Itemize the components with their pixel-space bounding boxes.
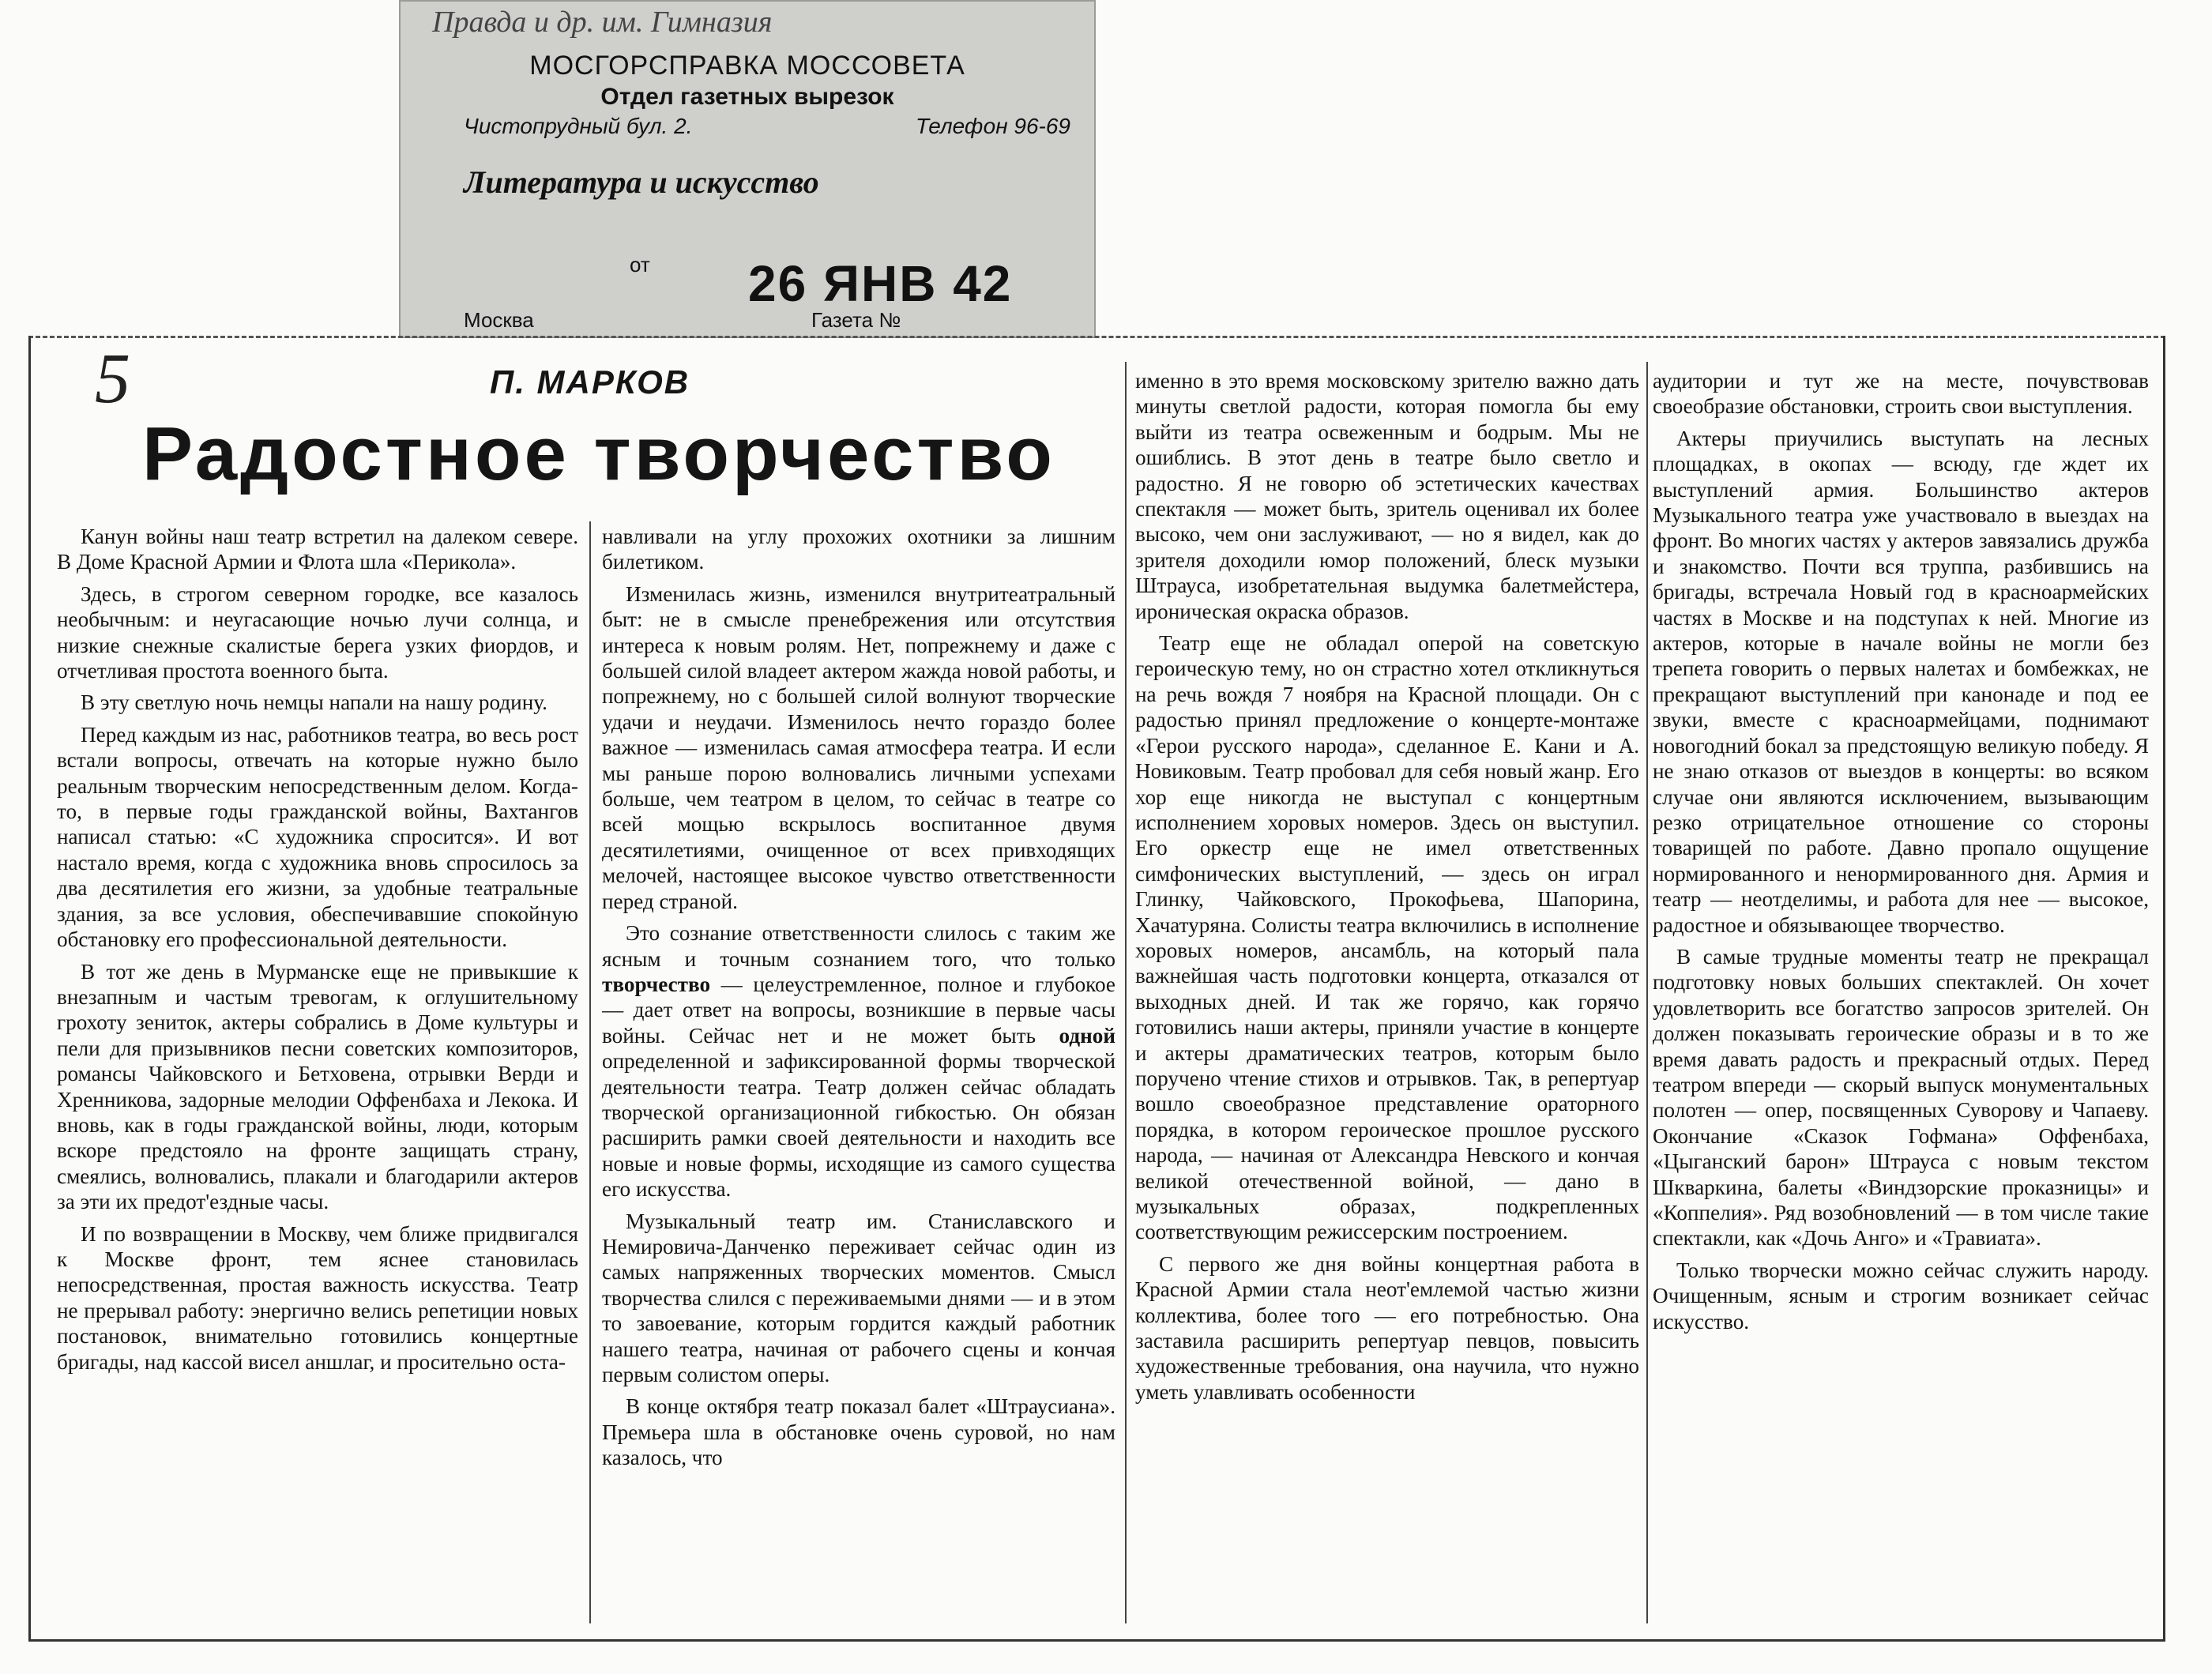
bureau-name: МОСГОРСПРАВКА МОССОВЕТА bbox=[529, 51, 965, 81]
paragraph: В конце октября театр показал балет «Штраусиана». Премьера шла в обстановке очень суровой, но нам казалось, что bbox=[602, 1394, 1115, 1470]
paragraph: Здесь, в строгом северном городке, все казалось необычным: и неугасающие ночью лучи солнца, и низкие снежные скалистые берега узких фиордов, и отчетливая простота военного быта. bbox=[57, 581, 578, 683]
stamp-newspaper-number-label: Газета № bbox=[811, 308, 901, 332]
bold-text-run: творчество bbox=[602, 972, 711, 996]
bureau-address: Чистопрудный бул. 2. bbox=[464, 114, 693, 138]
paragraph bbox=[602, 920, 1115, 1202]
article-column-1 bbox=[57, 524, 578, 1616]
paragraph: И по возвращении в Москву, чем ближе придвигался к Москве фронт, тем яснее становилась непосредственная, простая важность искусства. Театр не прерывал работу: энергично велись репетиции новых постановок, внимательно готовились концертные бригады, над кассой висел аншлаг, и просительно оста- bbox=[57, 1221, 578, 1374]
paragraph: Актеры приучились выступать на лесных площадках, в окопах — всюду, где ждет их выступлений армия. Большинство актеров Музыкального театра уже участвовало в выездах на фронт. Во многих частях у актеров завязались дружба и знакомство. Почти вся труппа, разбившись на бригады, встречала Новый год в красноармейских частях в Москве и на подступах к ней. Многие из актеров, которые в начале войны не могли без трепета говорить о первых налетах и бомбежках, не прекращают выступлений при канонаде и под ее звуки, вместе с красноармейцами, поднимают новогодний бокал за предстоящую великую победу. Я не знаю отказов от выездов в концерты: во всяком случае они являются исключением, вызывающим резко отрицательное отношение со стороны товарищей по работе. Давно пропало ощущение нормированного и ненормированного дня. Армия и театр — неотделимы, и работа для нее — высокое, радостное и обязывающее творчество. bbox=[1653, 426, 2149, 937]
text-run: определенной и зафиксированной формы творческой деятельности театра. Театр должен сейчас обладать творческой организационной гибкостью. Он обязан расширить рамки своей деятельности и находить все новые и новые формы, исходящие из самого существа его искусства. bbox=[602, 1049, 1115, 1202]
paragraph: Изменилась жизнь, изменился внутритеатральный быт: не в смысле пренебрежения или отсутствия интереса к новым ролям. Нет, попрежнему и даже с большей силой владеет актером жажда новой работы, и попрежнему, но с большей силой волнуют творческие удачи и неудачи. Изменилось нечто гораздо более важное — изменилась самая атмосфера театра. И если мы раньше порою волновались личными успехами больше, чем театром в целом, то сейчас в театре со всей мощью вскрылось воспитанное двумя десятилетиями, очищенное от всех привходящих мелочей, настоящее высокое чувство ответственности перед страной. bbox=[602, 581, 1115, 913]
paragraph: В тот же день в Мурманске еще не привыкшие к внезапным и частым тревогам, к оглушительному грохоту зениток, актеры собрались в Доме культуры и пели для призывников песни советских композиторов, романсы Чайковского и Бетховена, отрывки Верди и Хренникова, задорные мелодии Оффенбаха и Лекока. И вновь, как в годы гражданской войны, люди, которым вскоре предстояло на фронте защищать страну, смеялись, волновались, плакали и благодарили актеров за эти их предот'ездные часы. bbox=[57, 959, 578, 1214]
paragraph: Театр еще не обладал оперой на советскую героическую тему, но он страстно хотел откликнуться на речь вождя 7 ноября на Красной площади. Он с радостью принял предложение о концерте-монтаже «Герои русского народа», сделанное Е. Кани и А. Новиковым. Театр пробовал для себя новый жанр. Его хор еще никогда не выступал с концертным исполнением хоровых номеров. Здесь он выступил. Его оркестр еще не имел ответственных симфонических выступлений, — здесь он играл Глинку, Чайковского, Прокофьева, Шапорина, Хачатуряна. Солисты театра включились в исполнение хоровых номеров, ансамбль, на который пала важнейшая часть подготовки концерта, отказался от выходных дней. И так же горячо, как горячо готовились наши актеры, приняли участие в концерте и актеры драматических театров, которым было поручено чтение стихов и отрывков. Так, в репертуар вошло своеобразное представление ораторного порядка, в котором героическое прошлое русского народа, — начиная от Александра Невского и кончая великой отечественной войной, — дано в музыкальных образах, подкрепленных соответствующим режиссерским построением. bbox=[1135, 631, 1639, 1244]
bureau-phone: Телефон 96-69 bbox=[916, 114, 1070, 138]
clipping-bottom-edge bbox=[28, 1639, 2165, 1642]
clipping-right-edge bbox=[2163, 336, 2165, 1639]
column-rule bbox=[589, 521, 591, 1623]
paragraph: Перед каждым из нас, работников театра, во весь рост встали вопросы, отвечать на которые нужно было реальным творческим непосредственным делом. Когда-то, в первые годы гражданской войны, Вахтангов написал статью: «С художника спросится». И вот настало время, когда с художника вновь спросилось за два десятилетия его жизни, за удобные театральные здания, за все условия, обеспечивавшие спокойную обстановку его профессиональной деятельности. bbox=[57, 722, 578, 952]
clipping-left-edge bbox=[28, 336, 31, 1639]
stamp-date: 26 ЯНВ 42 bbox=[748, 255, 1013, 312]
paragraph: аудитории и тут же на месте, почувствовав своеобразие обстановки, строить свои выступления. bbox=[1653, 369, 2149, 419]
paragraph: Музыкальный театр им. Станиславского и Немировича-Данченко переживает сейчас один из самых напряженных творческих моментов. Смысл творчества слился с переживаемыми днями — и в этом то завоевание, которым гордится каждый работник нашего театра, начиная от рабочего сцены и кончая первым солистом оперы. bbox=[602, 1209, 1115, 1386]
clipping-top-edge bbox=[28, 336, 2165, 339]
paragraph: Канун войны наш театр встретил на далеком севере. В Доме Красной Армии и Флота шла «Перикола». bbox=[57, 525, 578, 574]
handwritten-note-top: Правда и др. им. Гимназия bbox=[432, 6, 773, 39]
handwritten-page-number: 5 bbox=[95, 340, 130, 418]
article-title: Радостное творчество bbox=[142, 412, 1055, 496]
text-run: Это сознание ответственности слилось с таким же ясным и точным сознанием того, что только bbox=[602, 921, 1115, 971]
clipping-bureau-stamp bbox=[399, 0, 1096, 338]
paragraph: В эту светлую ночь немцы напали на нашу родину. bbox=[81, 690, 547, 715]
text-run: — целеустремленное, полное и глубокое — дает ответ на вопросы, возникшие в первые часы войны. Сейчас нет и не может быть bbox=[602, 972, 1115, 1048]
stamp-city: Москва bbox=[464, 308, 534, 332]
from-label: от bbox=[630, 253, 650, 276]
column-rule bbox=[1125, 362, 1127, 1623]
article-author: П. МАРКОВ bbox=[490, 363, 690, 401]
newspaper-name-handwritten: Литература и искусство bbox=[464, 164, 819, 200]
paragraph: навливали на углу прохожих охотники за лишним билетиком. bbox=[602, 525, 1115, 574]
article-column-4 bbox=[1653, 368, 2149, 1616]
paragraph: В самые трудные моменты театр не прекращал подготовку новых больших спектаклей. Он хочет удовлетворить все богатство запросов зрителей. Он должен показывать героические образы и в то же время давать радость и прекрасный отдых. Перед театром впереди — скорый выпуск монументальных полотен — опер, посвященных Суворову и Чапаеву. Окончание «Сказок Гофмана» Оффенбаха, «Цыганский барон» Штрауса с новым текстом Шкваркина, балеты «Виндзорские проказницы» и «Коппелия». Ряд возобновлений — в том числе такие спектакли, как «Дочь Анго» и «Травиата». bbox=[1653, 944, 2149, 1251]
article-column-3 bbox=[1135, 368, 1639, 1616]
department-name: Отдел газетных вырезок bbox=[600, 84, 894, 110]
paragraph: именно в это время московскому зрителю важно дать минуты светлой радости, которая помогла бы ему выйти из театра освеженным и бодрым. Мы не ошиблись. В этот день в театре было светло и радостно. Я не говорю об эстетических качествах спектакля — может быть, зритель оценивал их более высоко, чем они заслуживают, — но я видел, как до зрителя доходили юмор положений, блеск музыки Штрауса, изобретательная выдумка балетмейстера, ироническая окраска образов. bbox=[1135, 369, 1639, 623]
bold-text-run: одной bbox=[1059, 1023, 1115, 1048]
paragraph: Только творчески можно сейчас служить народу. Очищенным, ясным и строгим возникает сейчас искусство. bbox=[1653, 1258, 2149, 1334]
paragraph: С первого же дня войны концертная работа в Красной Армии стала неот'емлемой частью жизни коллектива, более того — его потребностью. Она заставила расширить репертуар певцов, повысить художественные требования, она научила, что нужно уметь улавливать особенности bbox=[1135, 1251, 1639, 1404]
article-column-2 bbox=[602, 524, 1115, 1624]
column-rule bbox=[1646, 362, 1648, 1623]
